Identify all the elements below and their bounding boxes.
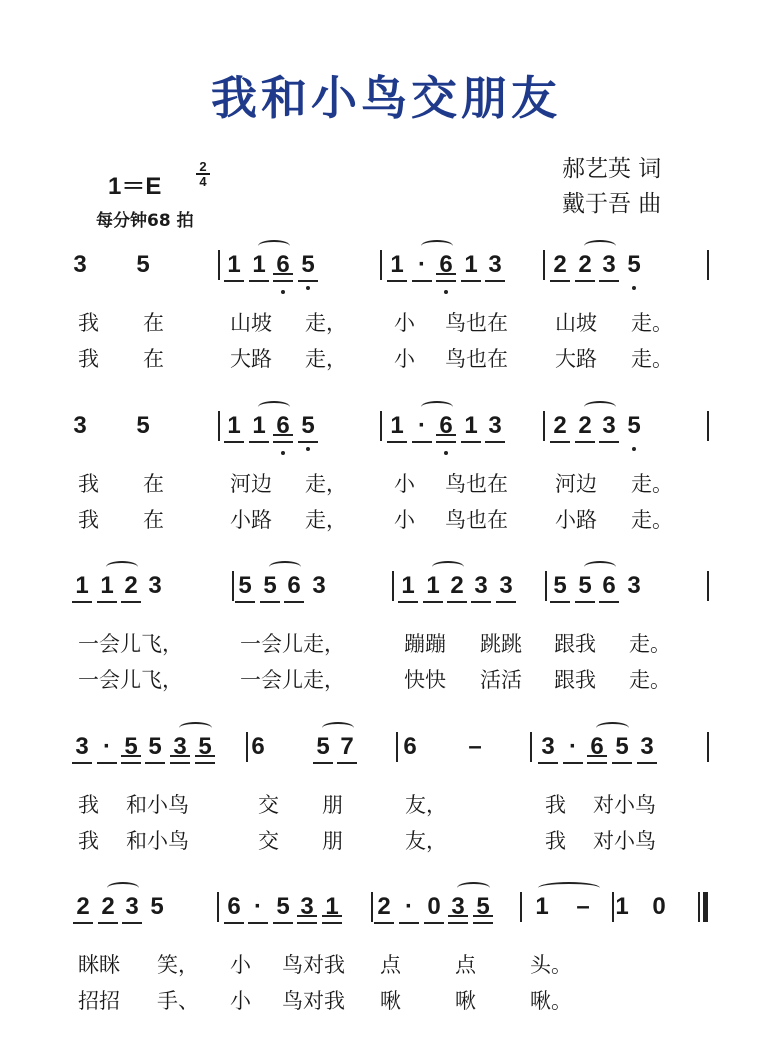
note: – xyxy=(468,733,482,760)
note: 3 xyxy=(539,734,557,760)
note: 2 xyxy=(576,413,594,439)
note: 5 xyxy=(314,734,332,760)
note: 5 xyxy=(261,573,279,599)
note: 5 xyxy=(274,894,292,920)
note: 2 xyxy=(74,894,92,920)
note: 3 xyxy=(638,734,656,760)
note: 3 xyxy=(171,734,189,760)
barline xyxy=(543,411,545,441)
note: 3 xyxy=(123,894,141,920)
lyricist-credit: 郝艺英 词 xyxy=(562,156,662,182)
lyric-syllable: 交 xyxy=(258,829,279,853)
slur xyxy=(258,240,290,252)
lyric-syllable: 走， xyxy=(305,472,347,496)
note: 6 xyxy=(251,733,265,760)
barline xyxy=(520,892,522,922)
note: 5 xyxy=(613,734,631,760)
composer-credit: 戴于吾 曲 xyxy=(562,191,662,217)
lyric-syllable: 交 xyxy=(258,793,279,817)
barline xyxy=(380,411,382,441)
barline xyxy=(380,250,382,280)
lyric-syllable: 一会儿走， xyxy=(240,668,345,692)
lyric-syllable: 在 xyxy=(143,508,164,532)
lyric-syllable: 山坡 xyxy=(230,311,272,335)
note: 3 xyxy=(73,734,91,760)
note: 3 xyxy=(148,572,162,599)
slur xyxy=(584,561,616,573)
note: 2 xyxy=(551,252,569,278)
lyric-syllable: 鸟也在 xyxy=(445,472,508,496)
note: · xyxy=(98,734,116,760)
note: 1 xyxy=(615,893,629,920)
barline xyxy=(392,571,394,601)
lyric-syllable: 朋 xyxy=(322,793,343,817)
octave-dot xyxy=(444,290,448,294)
note: 1 xyxy=(250,413,268,439)
lyric-syllable: 走。 xyxy=(631,311,673,335)
lyric-syllable: 一会儿飞， xyxy=(78,632,183,656)
barline xyxy=(707,250,709,280)
key-signature: 1＝E xyxy=(108,173,162,200)
note: 2 xyxy=(448,573,466,599)
note: 2 xyxy=(576,252,594,278)
barline xyxy=(396,732,398,762)
lyric-syllable: 小 xyxy=(394,472,415,496)
note: 5 xyxy=(150,893,164,920)
lyric-syllable: 走， xyxy=(305,508,347,532)
lyric-syllable: 点 xyxy=(380,953,401,977)
slur xyxy=(258,401,290,413)
barline xyxy=(218,250,220,280)
lyric-syllable: 快快 xyxy=(404,668,446,692)
note: 1 xyxy=(399,573,417,599)
note: 6 xyxy=(274,413,292,439)
lyric-syllable: 活活 xyxy=(480,668,522,692)
lyric-syllable: 一会儿飞， xyxy=(78,668,183,692)
lyric-syllable: 鸟对我 xyxy=(282,953,345,977)
lyric-syllable: 河边 xyxy=(555,472,597,496)
lyric-syllable: 和小鸟 xyxy=(126,829,189,853)
note: 6 xyxy=(225,894,243,920)
note: 6 xyxy=(403,733,417,760)
lyric-syllable: 跟我 xyxy=(554,668,596,692)
note: 5 xyxy=(299,413,317,439)
note: · xyxy=(413,413,431,439)
note: 5 xyxy=(146,734,164,760)
lyric-syllable: 跳跳 xyxy=(480,632,522,656)
octave-dot xyxy=(632,447,636,451)
lyric-syllable: 山坡 xyxy=(555,311,597,335)
final-barline xyxy=(703,892,708,922)
note: 2 xyxy=(375,894,393,920)
lyric-syllable: 和小鸟 xyxy=(126,793,189,817)
note: 1 xyxy=(323,894,341,920)
note: 6 xyxy=(437,413,455,439)
time-signature-denominator: 4 xyxy=(199,174,207,189)
note: 3 xyxy=(449,894,467,920)
slur xyxy=(584,401,616,413)
lyric-syllable: 一会儿走， xyxy=(240,632,345,656)
lyric-syllable: 鸟对我 xyxy=(282,989,345,1013)
note: 3 xyxy=(73,251,87,278)
note: 2 xyxy=(99,894,117,920)
lyric-syllable: 招招 xyxy=(78,989,120,1013)
lyric-syllable: 在 xyxy=(143,472,164,496)
note: 6 xyxy=(437,252,455,278)
lyric-syllable: 鸟也在 xyxy=(445,347,508,371)
note: 1 xyxy=(250,252,268,278)
slur xyxy=(269,561,301,573)
lyric-syllable: 啾 xyxy=(380,989,401,1013)
lyric-syllable: 鸟也在 xyxy=(445,508,508,532)
song-title: 我和小鸟交朋友 xyxy=(211,71,561,125)
note: 3 xyxy=(627,572,641,599)
lyric-syllable: 笑， xyxy=(157,953,199,977)
note: 5 xyxy=(474,894,492,920)
note: 1 xyxy=(462,413,480,439)
lyric-syllable: 蹦蹦 xyxy=(404,632,446,656)
note: 1 xyxy=(388,413,406,439)
lyric-syllable: 走， xyxy=(305,347,347,371)
note: 3 xyxy=(486,252,504,278)
note: 1 xyxy=(98,573,116,599)
barline xyxy=(543,250,545,280)
lyric-syllable: 啾。 xyxy=(530,989,572,1013)
note: 6 xyxy=(588,734,606,760)
final-barline-thin xyxy=(698,892,700,922)
note: 7 xyxy=(338,734,356,760)
note: 3 xyxy=(497,573,515,599)
lyric-syllable: 我 xyxy=(78,311,99,335)
note: 1 xyxy=(225,252,243,278)
barline xyxy=(612,892,614,922)
barline xyxy=(217,892,219,922)
lyric-syllable: 手、 xyxy=(157,989,199,1013)
lyric-syllable: 走。 xyxy=(629,668,671,692)
note: · xyxy=(249,894,267,920)
lyric-syllable: 啾 xyxy=(455,989,476,1013)
note: 5 xyxy=(122,734,140,760)
lyric-syllable: 我 xyxy=(78,347,99,371)
note: 3 xyxy=(298,894,316,920)
tempo-marking: 每分钟68 拍 xyxy=(96,211,194,231)
note: · xyxy=(564,734,582,760)
note: · xyxy=(400,894,418,920)
note: · xyxy=(413,252,431,278)
barline xyxy=(707,732,709,762)
octave-dot xyxy=(281,290,285,294)
slur xyxy=(179,722,212,734)
slur xyxy=(421,240,453,252)
lyric-syllable: 大路 xyxy=(230,347,272,371)
note: 3 xyxy=(600,413,618,439)
lyric-syllable: 我 xyxy=(78,472,99,496)
lyric-syllable: 眯眯 xyxy=(78,953,120,977)
note: 1 xyxy=(424,573,442,599)
lyric-syllable: 我 xyxy=(545,793,566,817)
lyric-syllable: 我 xyxy=(78,793,99,817)
lyric-syllable: 小 xyxy=(394,311,415,335)
lyric-syllable: 小 xyxy=(230,953,251,977)
lyric-syllable: 对小鸟 xyxy=(593,793,656,817)
lyric-syllable: 我 xyxy=(78,508,99,532)
note: 3 xyxy=(472,573,490,599)
note: 5 xyxy=(625,252,643,278)
note: 6 xyxy=(600,573,618,599)
lyric-syllable: 点 xyxy=(455,953,476,977)
note: 3 xyxy=(600,252,618,278)
note: 1 xyxy=(462,252,480,278)
barline xyxy=(707,411,709,441)
note: 5 xyxy=(196,734,214,760)
slur xyxy=(584,240,616,252)
lyric-syllable: 友， xyxy=(405,829,447,853)
note: 3 xyxy=(312,572,326,599)
slur xyxy=(538,882,600,894)
barline xyxy=(232,571,234,601)
note: 5 xyxy=(625,413,643,439)
note: 5 xyxy=(236,573,254,599)
note: 6 xyxy=(274,252,292,278)
lyric-syllable: 走， xyxy=(305,311,347,335)
note: 5 xyxy=(299,252,317,278)
note: 5 xyxy=(136,251,150,278)
lyric-syllable: 友， xyxy=(405,793,447,817)
note: 5 xyxy=(576,573,594,599)
slur xyxy=(596,722,629,734)
octave-dot xyxy=(632,286,636,290)
note: 0 xyxy=(652,893,666,920)
slur xyxy=(322,722,354,734)
lyric-syllable: 对小鸟 xyxy=(593,829,656,853)
note: 0 xyxy=(425,894,443,920)
lyric-syllable: 跟我 xyxy=(554,632,596,656)
lyric-syllable: 我 xyxy=(545,829,566,853)
octave-dot xyxy=(306,447,310,451)
lyric-syllable: 小 xyxy=(230,989,251,1013)
note: 1 xyxy=(388,252,406,278)
barline xyxy=(371,892,373,922)
lyric-syllable: 头。 xyxy=(530,953,572,977)
lyric-syllable: 我 xyxy=(78,829,99,853)
note: 5 xyxy=(136,412,150,439)
lyric-syllable: 小路 xyxy=(555,508,597,532)
barline xyxy=(218,411,220,441)
octave-dot xyxy=(444,451,448,455)
note: 5 xyxy=(551,573,569,599)
slur xyxy=(106,561,138,573)
lyric-syllable: 走。 xyxy=(629,632,671,656)
barline xyxy=(246,732,248,762)
lyric-syllable: 朋 xyxy=(322,829,343,853)
lyric-syllable: 走。 xyxy=(631,508,673,532)
note: 3 xyxy=(486,413,504,439)
barline xyxy=(545,571,547,601)
lyric-syllable: 在 xyxy=(143,311,164,335)
time-signature xyxy=(196,160,210,188)
note: 3 xyxy=(73,412,87,439)
slur xyxy=(457,882,490,894)
lyric-syllable: 走。 xyxy=(631,472,673,496)
slur xyxy=(432,561,464,573)
note: 6 xyxy=(285,573,303,599)
lyric-syllable: 鸟也在 xyxy=(445,311,508,335)
lyric-syllable: 大路 xyxy=(555,347,597,371)
note: 1 xyxy=(73,573,91,599)
time-signature-numerator: 2 xyxy=(196,160,210,175)
lyric-syllable: 河边 xyxy=(230,472,272,496)
lyric-syllable: 走。 xyxy=(631,347,673,371)
lyric-syllable: 小 xyxy=(394,508,415,532)
note: 2 xyxy=(551,413,569,439)
slur xyxy=(421,401,453,413)
lyric-syllable: 小路 xyxy=(230,508,272,532)
note: 1 xyxy=(535,893,549,920)
lyric-syllable: 小 xyxy=(394,347,415,371)
slur xyxy=(107,882,139,894)
octave-dot xyxy=(306,286,310,290)
barline xyxy=(707,571,709,601)
note: 1 xyxy=(225,413,243,439)
barline xyxy=(530,732,532,762)
lyric-syllable: 在 xyxy=(143,347,164,371)
note: 2 xyxy=(122,573,140,599)
octave-dot xyxy=(281,451,285,455)
note: – xyxy=(576,893,590,920)
